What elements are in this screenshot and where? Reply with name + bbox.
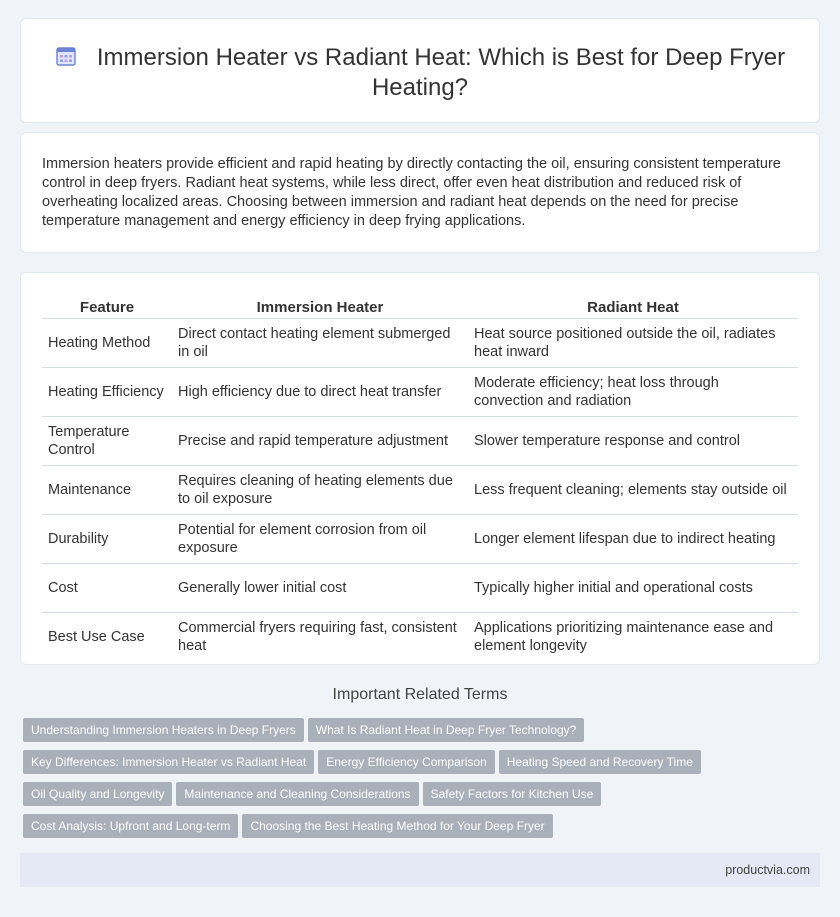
feature-cell: Heating Method xyxy=(42,318,172,367)
footer-site-link[interactable]: productvia.com xyxy=(725,863,810,877)
tag-row xyxy=(23,750,813,782)
related-term-link[interactable]: Oil Quality and Longevity xyxy=(23,782,172,806)
title-card xyxy=(20,18,820,123)
feature-cell: Durability xyxy=(42,514,172,563)
immersion-cell: Requires cleaning of heating elements due to oil exposure xyxy=(172,465,468,514)
table-row xyxy=(42,612,798,661)
related-term-link[interactable]: Safety Factors for Kitchen Use xyxy=(423,782,602,806)
related-terms-title: Important Related Terms xyxy=(332,686,508,703)
radiant-cell: Less frequent cleaning; elements stay outside oil xyxy=(468,465,798,514)
table-row xyxy=(42,318,798,367)
related-term-link[interactable]: Key Differences: Immersion Heater vs Radiant Heat xyxy=(23,750,314,774)
comparison-card xyxy=(20,272,820,665)
document-calendar-icon xyxy=(55,45,77,67)
header-radiant-heat: Radiant Heat xyxy=(468,296,798,318)
immersion-cell: Commercial fryers requiring fast, consistent heat xyxy=(178,619,457,654)
related-term-link[interactable]: Understanding Immersion Heaters in Deep Fryers xyxy=(23,718,304,742)
related-term-link[interactable]: Cost Analysis: Upfront and Long-term xyxy=(23,814,238,838)
immersion-cell: Precise and rapid temperature adjustment xyxy=(172,416,468,465)
immersion-cell: Direct contact heating element submerged in oil xyxy=(172,318,468,367)
comparison-table xyxy=(42,296,798,661)
radiant-cell: Longer element lifespan due to indirect heating xyxy=(468,514,798,563)
page-title-text: Immersion Heater vs Radiant Heat: Which is Best for Deep Fryer Heating? xyxy=(96,44,786,101)
page-title xyxy=(21,43,819,103)
feature-cell: Temperature Control xyxy=(42,416,172,465)
intro-paragraph: Immersion heaters provide efficient and rapid heating by directly contacting the oil, ensuring consistent temperature control in deep fryers. Radiant heat systems, while less direct, offer even heat distribution and reduced risk of overheating localized areas. Choosing between immersion and radiant heat depends on the need for precise temperature management and energy efficiency in deep frying applications. xyxy=(42,156,781,229)
feature-cell: Maintenance xyxy=(42,465,172,514)
table-row xyxy=(42,465,798,514)
feature-cell: Best Use Case xyxy=(48,628,145,645)
feature-cell: Cost xyxy=(42,563,172,612)
radiant-cell: Applications prioritizing maintenance ease and element longevity xyxy=(474,619,774,654)
related-terms-list xyxy=(23,718,813,846)
radiant-cell: Slower temperature response and control xyxy=(468,416,798,465)
tag-row xyxy=(23,782,813,814)
immersion-cell: Generally lower initial cost xyxy=(172,563,468,612)
table-row xyxy=(42,563,798,612)
header-feature: Feature xyxy=(42,296,172,318)
table-row xyxy=(42,514,798,563)
feature-cell: Heating Efficiency xyxy=(42,367,172,416)
related-term-link[interactable]: Heating Speed and Recovery Time xyxy=(499,750,701,774)
table-row xyxy=(42,367,798,416)
intro-card xyxy=(20,132,820,253)
immersion-cell: High efficiency due to direct heat transfer xyxy=(172,367,468,416)
immersion-cell: Potential for element corrosion from oil exposure xyxy=(172,514,468,563)
related-term-link[interactable]: Energy Efficiency Comparison xyxy=(318,750,495,774)
related-term-link[interactable]: What Is Radiant Heat in Deep Fryer Technology? xyxy=(308,718,585,742)
tag-row xyxy=(23,814,813,846)
footer xyxy=(20,853,820,887)
related-term-link[interactable]: Maintenance and Cleaning Considerations xyxy=(176,782,418,806)
radiant-cell: Heat source positioned outside the oil, radiates heat inward xyxy=(468,318,798,367)
header-immersion-heater: Immersion Heater xyxy=(172,296,468,318)
radiant-cell: Moderate efficiency; heat loss through convection and radiation xyxy=(468,367,798,416)
table-header-row xyxy=(42,296,798,318)
table-row xyxy=(42,416,798,465)
tag-row xyxy=(23,718,813,750)
related-term-link[interactable]: Choosing the Best Heating Method for Your Deep Fryer xyxy=(242,814,552,838)
radiant-cell: Typically higher initial and operational costs xyxy=(468,563,798,612)
